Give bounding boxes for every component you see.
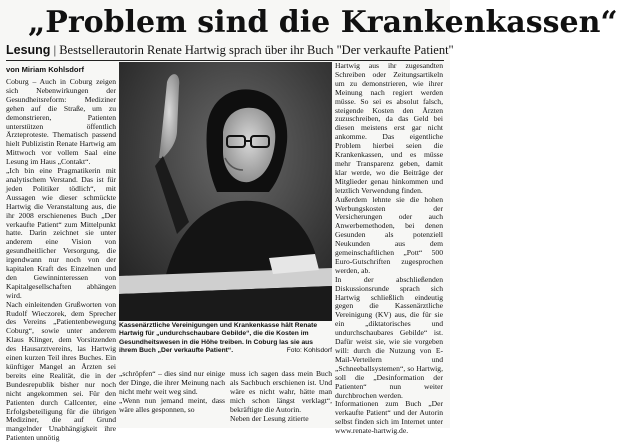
article-column-3: muss ich sagen dass mein Buch als Sachbuch erschienen ist. Und wäre es nicht wahr, hätte man mich schon längst verklagt“, bekräftigte die Autorin. Neben der Lesung zitierte [230,369,332,423]
subheadline-text: Bestsellerautorin Renate Hartwig sprach über ihr Buch "Der verkaufte Patient" [59,43,454,57]
article-column-4: Hartwig aus ihr zugesandten Schreiben oder Zeitungsartikeln um zu demonstrieren, wie ihrer Meinung nach regiert werden müsse. So sei es absolut falsch, steigende Kosten den Ärzten zuzuschreiben, da das Geld bei diesen meistens erst gar nicht ankomme. Das eigentliche Problem hierbei seien die Krankenkassen, und es müsse mehr Transparenz geben, damit klar werde, wo die Beiträge der Mitglieder genau hinkommen und letztlich Verwendung finden. Außerdem lehnte sie die hohen Werbungskosten der Versicherungen oder auch Anwerbemethoden, bei denen Gesunden als potenziell Neukunden aus dem gemeinschaftlichen „Pott“ 500 Euro-Gutschriften zugesprochen werden, ab. In der abschließenden Diskussionsrunde sprach sich Hartwig schließlich eindeutig gegen die Kassenärztliche Vereinigung (KV) aus, die für sie ein „diktatorisches und undurchschaubares Gebilde“ ist. Dafür weist sie, wie sie vorgeben will: durch die Nutzung von E-Mail-Verteilern und „Schneeballsystemen“, so Hartwig, soll die „Desinformation der Patienten“ nun weiter durchbrochen werden. Informationen zum Buch „Der verkaufte Patient“ und der Autorin selbst finden sich im Internet unter www.renate-hartwig.de. [335,61,443,436]
section-kicker: Lesung [6,43,51,57]
photo-caption [119,322,332,368]
caption-text: Kassenärztliche Vereinigungen und Krankenkasse hält Renate Hartwig für „undurchschaubare Gebilde“, die die Kosten im Gesundheitswesen in die Höhe treiben. In Coburg las sie aus ihrem Buch „Der verkaufte Patient“. [119,322,318,354]
byline: von Miriam Kohlsdorf [6,65,85,74]
article-column-2: „schröpfen“ – dies sind nur einige der Dinge, die ihrer Meinung nach nicht mehr weit weg sind. „Wenn nun jemand meint, dass wäre alles gesponnen, so [119,369,225,414]
article-column-1: Coburg – Auch in Coburg zeigen sich Nebenwirkungen der Gesundheitsreform: Mediziner gehen auf die Straße, um zu demonstrieren, Patienten unterstützen öffentlich Ärzteproteste. Thematisch passend hielt Publizistin Renate Hartwig am Mittwoch vor vollem Saal eine Lesung im Haus „Contakt“. „Ich bin eine Pragmatikerin mit analytischem Verstand. Das ist für jeden Politiker tödlich“, mit Aussagen wie dieser schmückte Hartwig die Veranstaltung aus, die ihr 2008 erschienenes Buch „Der verkaufte Patient“ zum Mittelpunkt hatte. Darin zeichnet sie unter anderem eine Vision von gesundheitlicher Versorgung, die irgendwann nur noch von der kapitalen Kraft des Einzelnen und den Gewinninteressen von Kapitalgesellschaften abhängen wird. Nach einleitenden Grußworten von Rudolf Wieczorek, dem Sprecher des Vereins „Patientenbewegung Coburg“, sowie unter anderem Klaus Klinger, dem Vorsitzenden des Hausarztvereins, las Hartwig einen kurzen Teil ihres Buches. Ein künftiger Mangel an Ärzten sei bereits eine Realität, die in der Bundesrepublik bisher nur noch nicht angekommen sei. Für den Patienten durch Callcenter, eine Erfolgsbeteiligung für die übrigen Mediziner, die auf Grund mangelnder Unabhängigkeit ihre Patienten unnötig [6,77,116,443]
speaker-photo-illustration [119,62,332,321]
photo-credit: Foto: Kohlsdorf [286,346,332,354]
kicker-separator: | [50,43,60,57]
article-subheadline [6,42,454,58]
article-headline: „Problem sind die Krankenkassen“ [28,5,618,40]
article-photo [119,62,332,321]
